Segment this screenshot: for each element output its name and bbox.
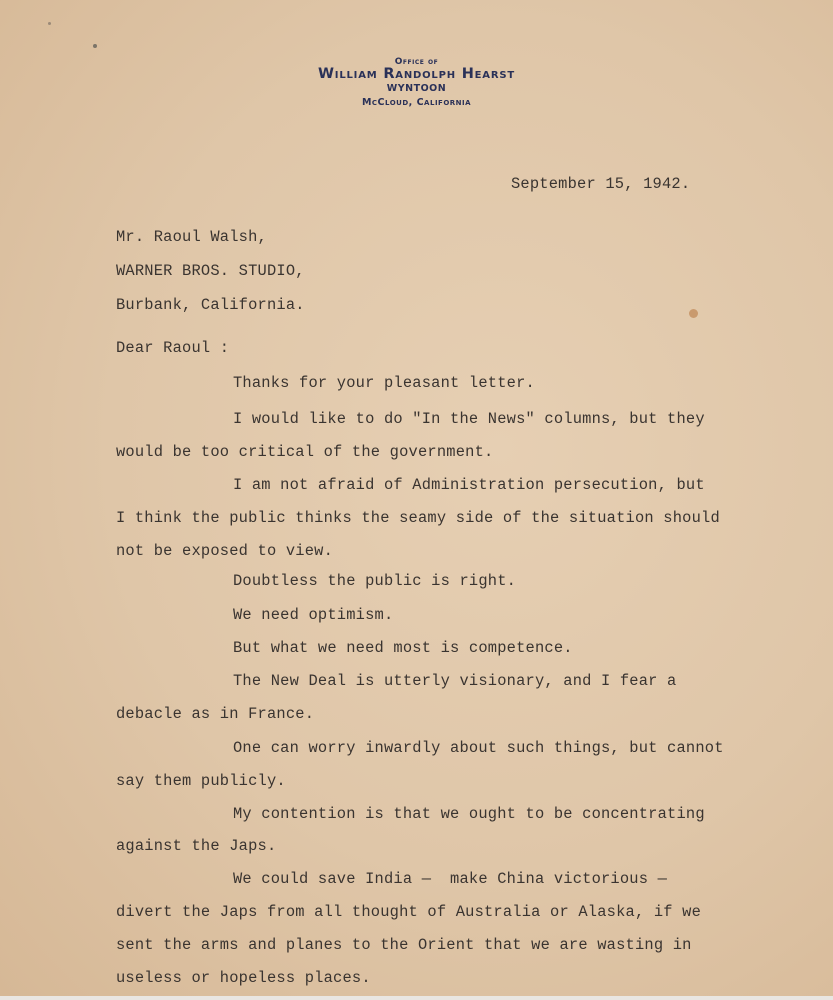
stain-spot (689, 309, 698, 318)
body-line: But what we need most is competence. (233, 639, 573, 657)
body-line: Thanks for your pleasant letter. (233, 374, 535, 392)
letterhead-office-of: Office of (394, 57, 439, 67)
body-line: We could save India — make China victorious — (233, 870, 668, 888)
body-line: debacle as in France. (116, 705, 315, 723)
recipient-location: Burbank, California. (116, 296, 305, 314)
body-line: I would like to do "In the News" columns, but they (233, 410, 705, 428)
letterhead-place: WYNTOON (386, 83, 447, 94)
recipient-name: Mr. Raoul Walsh, (116, 228, 267, 246)
body-line: useless or hopeless places. (116, 969, 371, 987)
body-line: Doubtless the public is right. (233, 572, 517, 590)
body-line: would be too critical of the government. (116, 443, 494, 461)
stain-spot (48, 22, 51, 25)
scan-border (0, 996, 833, 1000)
body-line: not be exposed to view. (116, 542, 334, 560)
recipient-company: WARNER BROS. STUDIO, (116, 262, 305, 280)
body-line: against the Japs. (116, 837, 277, 855)
body-line: We need optimism. (233, 606, 394, 624)
body-line: sent the arms and planes to the Orient that we are wasting in (116, 936, 692, 954)
letterhead-city: McCloud, California (361, 97, 472, 108)
body-line: My contention is that we ought to be concentrating (233, 805, 705, 823)
salutation: Dear Raoul : (116, 339, 230, 357)
body-line: I think the public thinks the seamy side of the situation should (116, 509, 720, 527)
letter-date: September 15, 1942. (511, 175, 691, 193)
body-line: divert the Japs from all thought of Australia or Alaska, if we (116, 903, 702, 921)
body-line: say them publicly. (116, 772, 286, 790)
letterhead-name: William Randolph Hearst (318, 66, 515, 82)
body-line: The New Deal is utterly visionary, and I fear a (233, 672, 677, 690)
stain-spot (93, 44, 97, 48)
body-line: I am not afraid of Administration persecution, but (233, 476, 705, 494)
body-line: One can worry inwardly about such things, but cannot (233, 739, 724, 757)
